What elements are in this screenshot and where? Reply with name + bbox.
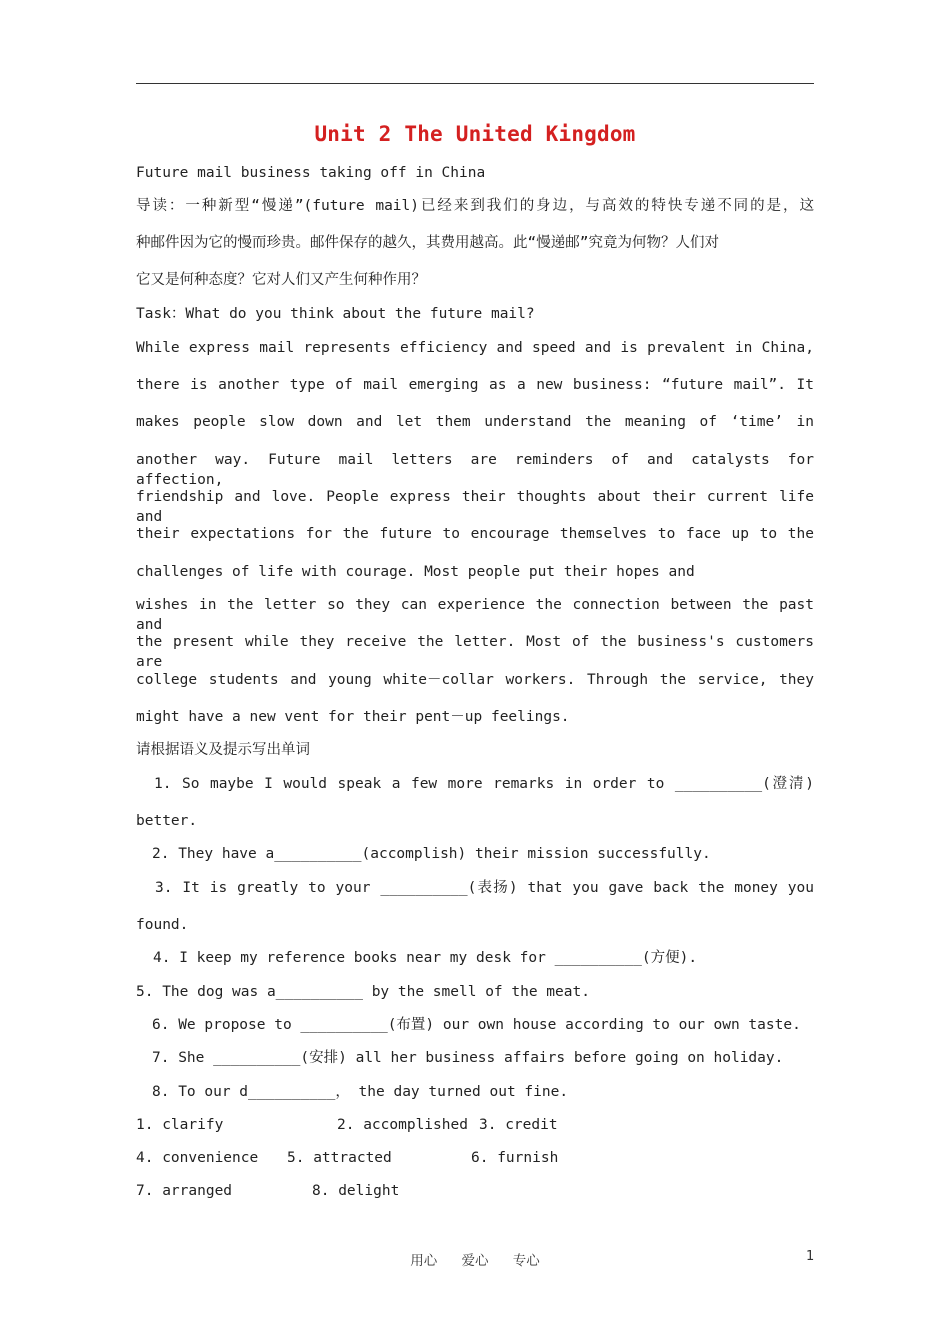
- passage-line: might have a new vent for their pent－up feelings.: [136, 709, 570, 725]
- answer-item: 1. clarify: [136, 1117, 224, 1133]
- exercise-item: 4. I keep my reference books near my desk for __________(方便).: [153, 950, 698, 966]
- header-rule: [136, 83, 814, 84]
- footer-word: 爱心: [461, 1253, 489, 1269]
- intro-line: 种邮件因为它的慢而珍贵。邮件保存的越久，其费用越高。此“慢递邮”究竟为何物？人们对: [136, 235, 719, 251]
- answer-item: 8. delight: [312, 1183, 400, 1199]
- exercise-item: 8. To our d__________， the day turned out fine.: [152, 1084, 569, 1100]
- answer-item: 3. credit: [479, 1117, 558, 1133]
- exercise-item: 1. So maybe I would speak a few more remarks in order to __________(澄清): [154, 776, 814, 792]
- exercise-item: 3. It is greatly to your __________(表扬) that you gave back the money you: [155, 880, 814, 896]
- exercise-item: found.: [136, 917, 189, 933]
- exercise-item: better.: [136, 813, 198, 829]
- intro-line: 它又是何种态度？它对人们又产生何种作用？: [136, 272, 426, 288]
- footer-word: 用心: [410, 1253, 438, 1269]
- passage-line: there is another type of mail emerging as a new business: “future mail”. It: [136, 377, 814, 393]
- answer-item: 6. furnish: [471, 1150, 559, 1166]
- exercise-item: 6. We propose to __________(布置) our own house according to our own taste.: [152, 1017, 801, 1033]
- answer-item: 5. attracted: [287, 1150, 392, 1166]
- passage-line: friendship and love. People express their thoughts about their current life and: [136, 489, 814, 525]
- passage-line: While express mail represents efficiency and speed and is prevalent in China,: [136, 340, 814, 356]
- page-number: 1: [806, 1249, 815, 1264]
- exercise-item: 7. She __________(安排) all her business affairs before going on holiday.: [152, 1050, 784, 1066]
- exercise-heading: 请根据语义及提示写出单词: [136, 742, 310, 758]
- passage-line: their expectations for the future to encourage themselves to face up to the: [136, 526, 814, 542]
- passage-line: makes people slow down and let them understand the meaning of ‘time’ in: [136, 414, 814, 430]
- answer-item: 4. convenience: [136, 1150, 259, 1166]
- answer-item: 7. arranged: [136, 1183, 233, 1199]
- answer-item: 2. accomplished: [337, 1117, 468, 1133]
- exercise-item: 2. They have a__________(accomplish) their mission successfully.: [152, 846, 711, 862]
- task-line: Task：What do you think about the future mail?: [136, 306, 535, 322]
- page-title: Unit 2 The United Kingdom: [314, 122, 636, 146]
- passage-line: college students and young white－collar workers. Through the service, they: [136, 672, 814, 688]
- passage-line: challenges of life with courage. Most people put their hopes and: [136, 564, 695, 580]
- intro-line: 导读：一种新型“慢递”(future mail)已经来到我们的身边，与高效的特快专递不同的是，这: [136, 198, 814, 214]
- passage-line: another way. Future mail letters are reminders of and catalysts for affection,: [136, 452, 814, 488]
- subtitle: Future mail business taking off in China: [136, 165, 486, 181]
- footer-word: 专心: [512, 1253, 540, 1269]
- passage-line: wishes in the letter so they can experience the connection between the past and: [136, 597, 814, 633]
- passage-line: the present while they receive the letter. Most of the business's customers are: [136, 634, 814, 670]
- exercise-item: 5. The dog was a__________ by the smell of the meat.: [136, 984, 590, 1000]
